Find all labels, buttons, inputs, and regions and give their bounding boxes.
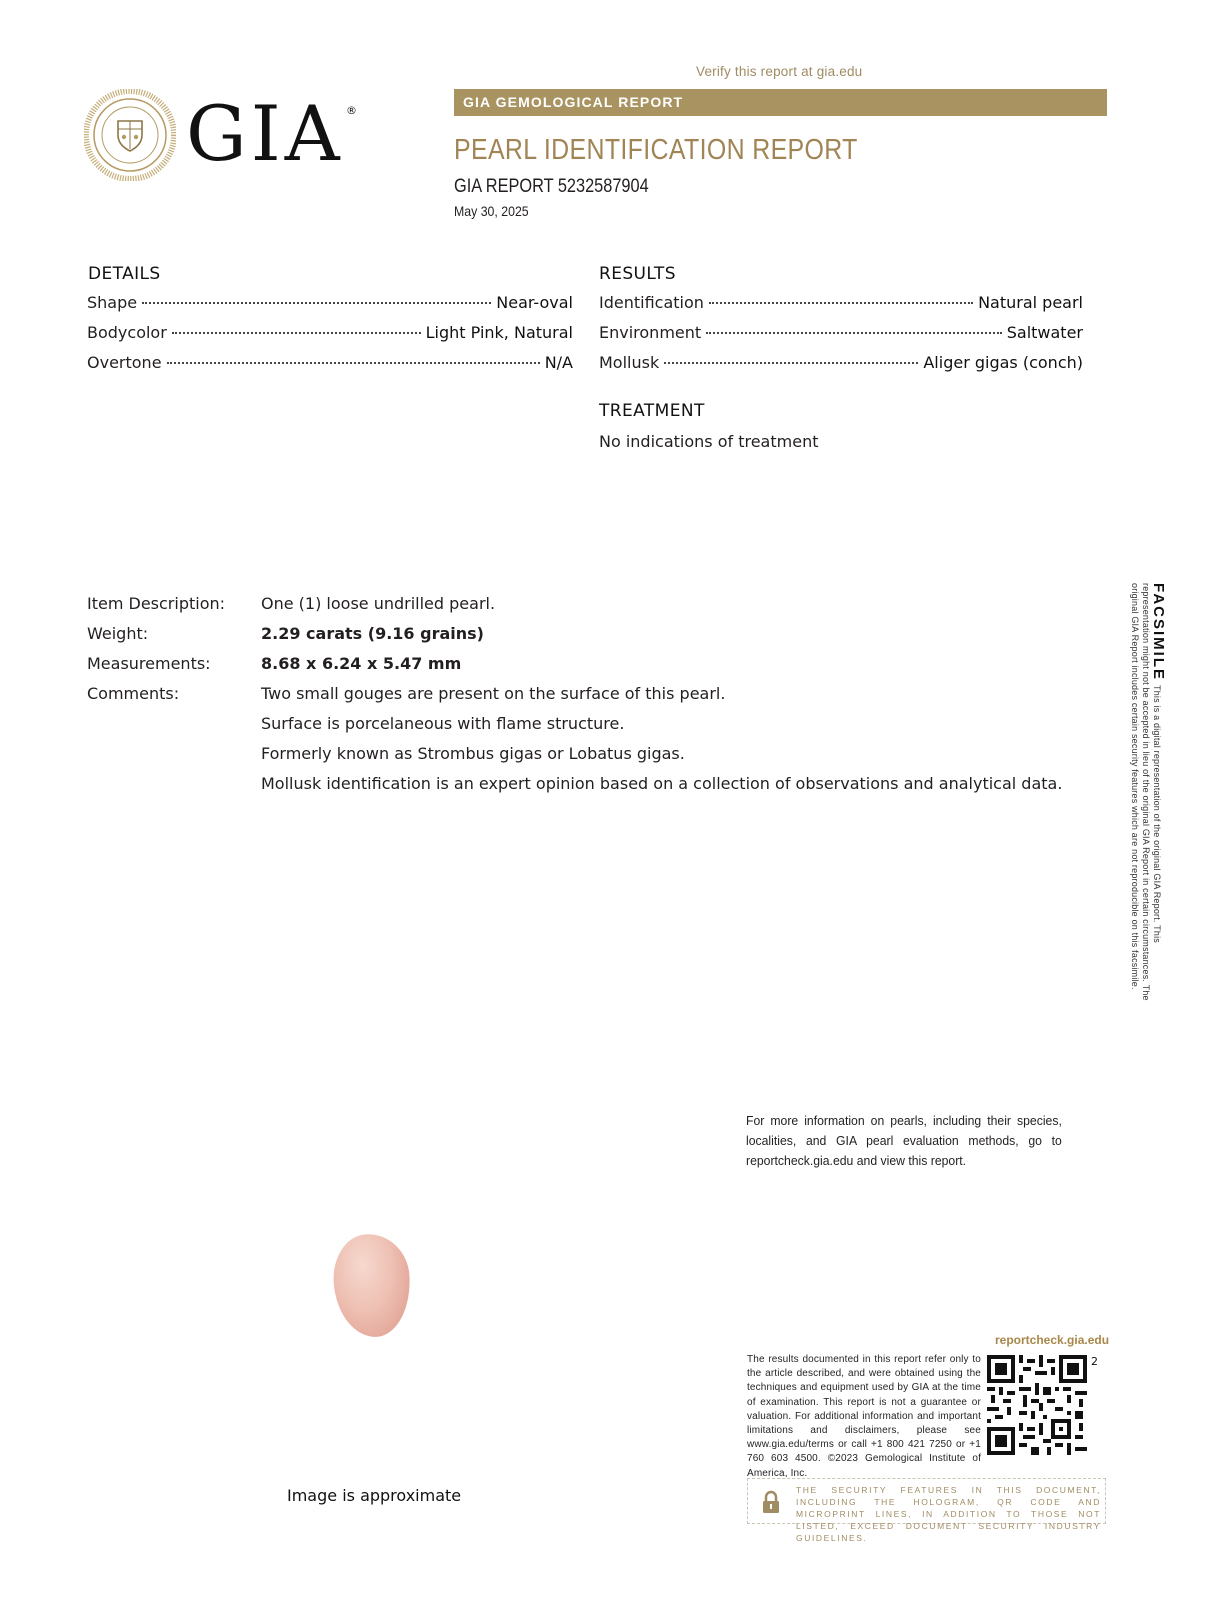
lock-icon <box>758 1489 784 1515</box>
dot-leader <box>167 362 540 364</box>
results-value: Natural pearl <box>978 293 1083 312</box>
item-description-value: One (1) loose undrilled pearl. <box>261 594 496 613</box>
gia-seal-icon <box>84 89 176 181</box>
comments-label: Comments: <box>87 684 180 703</box>
report-type-band <box>454 89 1107 116</box>
dot-leader <box>709 302 973 304</box>
pearl-image <box>331 1231 414 1339</box>
comment-line: Two small gouges are present on the surface of this pearl. <box>261 684 726 703</box>
details-label: Bodycolor <box>87 323 167 342</box>
weight-label: Weight: <box>87 624 149 643</box>
details-value: Near-oval <box>496 293 573 312</box>
dot-leader <box>706 332 1002 334</box>
details-label: Overtone <box>87 353 162 372</box>
image-caption: Image is approximate <box>287 1486 462 1505</box>
reportcheck-link[interactable]: reportcheck.gia.edu <box>995 1333 1110 1347</box>
results-list <box>599 293 1083 383</box>
item-description-label: Item Description: <box>87 594 226 613</box>
results-value: Aliger gigas (conch) <box>923 353 1083 372</box>
dot-leader <box>142 302 491 304</box>
results-label: Mollusk <box>599 353 660 372</box>
details-heading: DETAILS <box>88 264 161 284</box>
results-row-mollusk <box>599 353 1083 383</box>
weight-value: 2.29 carats (9.16 grains) <box>261 624 484 643</box>
results-row-identification <box>599 293 1083 323</box>
dot-leader <box>172 332 421 334</box>
facsimile-title: FACSIMILE <box>1150 583 1167 682</box>
comment-line: Surface is porcelaneous with flame structure. <box>261 714 625 733</box>
results-value: Saltwater <box>1006 323 1083 342</box>
treatment-value: No indications of treatment <box>599 432 819 451</box>
details-value: Light Pink, Natural <box>425 323 573 342</box>
comment-line: Formerly known as Strombus gigas or Lobatus gigas. <box>261 744 685 763</box>
disclaimer-text: The results documented in this report refer only to the article described, and were obtained using the techniques and equipment used by GIA at the time of examination. This report is not a guarantee or valuation. For additional information and important limitations and disclaimers, please see www.gia.edu/terms or call +1 800 421 7250 or +1 760 603 4500. ©2023 Gemological Institute of America, Inc. <box>747 1354 981 1479</box>
dot-leader <box>664 362 918 364</box>
more-info-text: For more information on pearls, including their species, localities, and GIA pearl evaluation methods, go to reportcheck.gia.edu and view this report. <box>746 1113 1062 1168</box>
registered-mark: ® <box>346 104 357 117</box>
measurements-value: 8.68 x 6.24 x 5.47 mm <box>261 654 462 673</box>
verify-link[interactable]: Verify this report at gia.edu <box>696 64 863 79</box>
measurements-label: Measurements: <box>87 654 211 673</box>
security-notice <box>747 1478 1106 1543</box>
results-label: Identification <box>599 293 704 312</box>
details-list <box>87 293 573 383</box>
facsimile-text: This is a digital representation of the original GIA Report. This representation might not be accepted in lieu of the original GIA Report in certain circumstances. The original GIA Report includes certain security features which are not reproducible on this facsimile. <box>1130 583 1162 1001</box>
comment-line: Mollusk identification is an expert opinion based on a collection of observations and analytical data. <box>261 774 1063 793</box>
results-label: Environment <box>599 323 702 342</box>
report-title: PEARL IDENTIFICATION REPORT <box>454 134 858 166</box>
page-number: 2 <box>1091 1355 1098 1368</box>
results-heading: RESULTS <box>599 264 676 284</box>
security-text: THE SECURITY FEATURES IN THIS DOCUMENT, INCLUDING THE HOLOGRAM, QR CODE AND MICROPRINT LINES, IN ADDITION TO THOSE NOT LISTED, EXCEED DOCUMENT SECURITY INDUSTRY GUIDELINES. <box>796 1485 1101 1543</box>
treatment-heading: TREATMENT <box>599 401 705 421</box>
details-value: N/A <box>544 353 573 372</box>
facsimile-notice <box>1106 583 1167 1003</box>
report-number: GIA REPORT 5232587904 <box>454 176 649 197</box>
gia-logo: GIA <box>186 89 344 178</box>
details-label: Shape <box>87 293 138 312</box>
report-type-label: GIA GEMOLOGICAL REPORT <box>463 94 684 110</box>
report-date: May 30, 2025 <box>454 203 529 219</box>
results-row-environment <box>599 323 1083 353</box>
qr-code-icon[interactable] <box>987 1355 1087 1455</box>
details-row-overtone <box>87 353 573 383</box>
details-row-bodycolor <box>87 323 573 353</box>
details-row-shape <box>87 293 573 323</box>
